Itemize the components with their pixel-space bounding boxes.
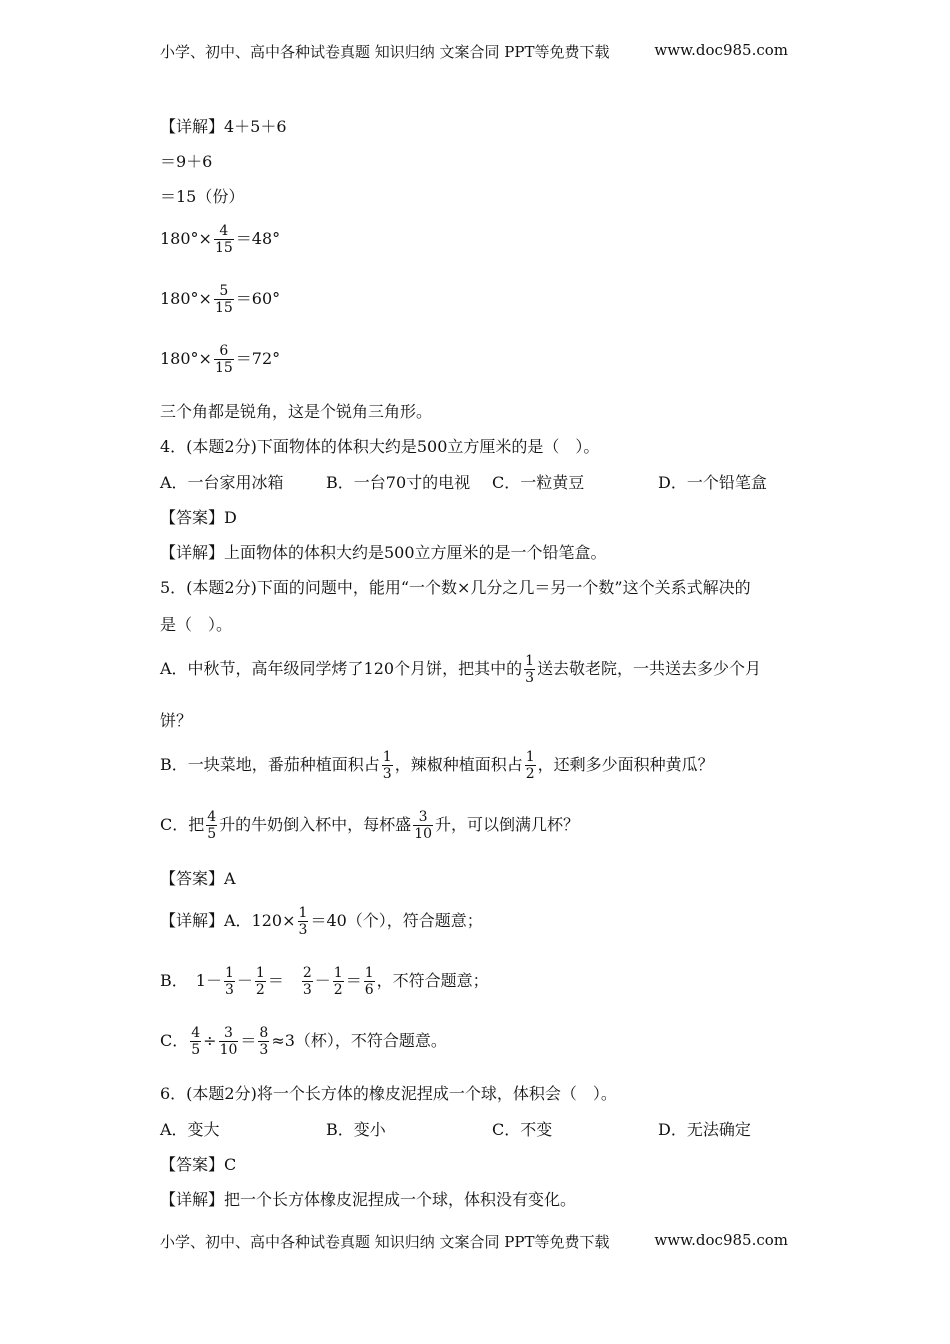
- q5-option-b: B．一块菜地，番茄种植面积占 $\frac{1}{3}$ ，辣椒种植面积占 $\frac{1}{2}$ ，还剩多少面积种黄瓜？: [160, 749, 714, 782]
- page-header: [160, 41, 788, 62]
- fraction: $\frac{8}{3}$: [259, 1025, 269, 1058]
- fraction: $\frac{1}{2}$: [255, 965, 265, 998]
- q6-option-d: D．无法确定: [658, 1120, 751, 1139]
- q4-stem: 4．(本题2分)下面物体的体积大约是500立方厘米的是（ ）。: [160, 437, 600, 456]
- q6-option-c: C．不变: [492, 1120, 553, 1139]
- q5-detail-a: 【详解】A．120× $\frac{1}{3}$ ＝40（个），符合题意；: [160, 905, 483, 938]
- q3-step2: ＝15（份）: [160, 187, 245, 206]
- q4-detail: 【详解】上面物体的体积大约是500立方厘米的是一个铅笔盒。: [160, 543, 607, 562]
- q3-calc3: 180°× $\frac{6}{15}$ ＝72°: [160, 343, 281, 376]
- fraction: $\frac{1}{3}$: [382, 749, 392, 782]
- q3-step1: ＝9＋6: [160, 152, 213, 171]
- q5-answer: 【答案】A: [160, 869, 236, 888]
- q6-answer: 【答案】C: [160, 1155, 237, 1174]
- q5-stem-line1: 5．(本题2分)下面的问题中，能用“一个数×几分之几＝另一个数”这个关系式解决的: [160, 578, 751, 597]
- fraction: $\frac{1}{3}$: [298, 905, 308, 938]
- q5-stem-line2: 是（ ）。: [160, 615, 233, 634]
- q4-option-c: C．一粒黄豆: [492, 473, 585, 492]
- q6-detail: 【详解】把一个长方体橡皮泥捏成一个球，体积没有变化。: [160, 1190, 577, 1209]
- fraction: $\frac{1}{2}$: [525, 749, 535, 782]
- header-text: 小学、初中、高中各种试卷真题 知识归纳 文案合同 PPT等免费下载: [160, 43, 610, 61]
- q6-option-b: B．变小: [326, 1120, 386, 1139]
- footer-text: 小学、初中、高中各种试卷真题 知识归纳 文案合同 PPT等免费下载: [160, 1233, 610, 1251]
- q4-option-a: A．一台家用冰箱: [160, 473, 284, 492]
- fraction: $\frac{3}{10}$: [414, 809, 433, 842]
- q4-answer: 【答案】D: [160, 508, 237, 527]
- q5-option-a: A．中秋节，高年级同学烤了120个月饼，把其中的 $\frac{1}{3}$ 送去敬老院，一共送去多少个月: [160, 653, 762, 686]
- fraction: $\frac{4}{5}$: [191, 1025, 201, 1058]
- fraction: $\frac{1}{3}$: [525, 653, 535, 686]
- fraction: $\frac{1}{3}$: [224, 965, 234, 998]
- q3-calc1: 180°× $\frac{4}{15}$ ＝48°: [160, 223, 281, 256]
- page-footer: [160, 1231, 788, 1252]
- q4-option-d: D．一个铅笔盒: [658, 473, 767, 492]
- q3-detail-head: 【详解】4＋5＋6: [160, 117, 287, 136]
- q5-detail-c: C． $\frac{4}{5}$ ÷ $\frac{3}{10}$ ＝ $\frac{8}{3}$ ≈3（杯），不符合题意。: [160, 1025, 447, 1058]
- fraction: $\frac{1}{6}$: [364, 965, 374, 998]
- q3-conclusion: 三个角都是锐角，这是个锐角三角形。: [160, 402, 433, 421]
- q6-stem: 6．(本题2分)将一个长方体的橡皮泥捏成一个球，体积会（ ）。: [160, 1084, 617, 1103]
- q4-option-b: B．一台70寸的电视: [326, 473, 471, 492]
- fraction: $\frac{4}{15}$: [214, 223, 233, 256]
- fraction: $\frac{5}{15}$: [214, 283, 233, 316]
- q6-option-a: A．变大: [160, 1120, 220, 1139]
- fraction: $\frac{4}{5}$: [207, 809, 217, 842]
- q5-option-c: C．把 $\frac{4}{5}$ 升的牛奶倒入杯中，每杯盛 $\frac{3}{10}$ 升，可以倒满几杯？: [160, 809, 580, 842]
- fraction: $\frac{3}{10}$: [219, 1025, 238, 1058]
- fraction: $\frac{2}{3}$: [302, 965, 312, 998]
- fraction: $\frac{1}{2}$: [333, 965, 343, 998]
- header-url[interactable]: www.doc985.com: [654, 41, 788, 59]
- fraction: $\frac{6}{15}$: [214, 343, 233, 376]
- q5-detail-b: B． 1－ $\frac{1}{3}$ － $\frac{1}{2}$ ＝ $\frac{2}{3}$ － $\frac{1}{2}$ ＝ $\frac{1}{6}$ ，不符合题意；: [160, 965, 489, 998]
- q5-option-a-cont: 饼？: [160, 711, 193, 730]
- q3-calc2: 180°× $\frac{5}{15}$ ＝60°: [160, 283, 281, 316]
- footer-url[interactable]: www.doc985.com: [654, 1231, 788, 1249]
